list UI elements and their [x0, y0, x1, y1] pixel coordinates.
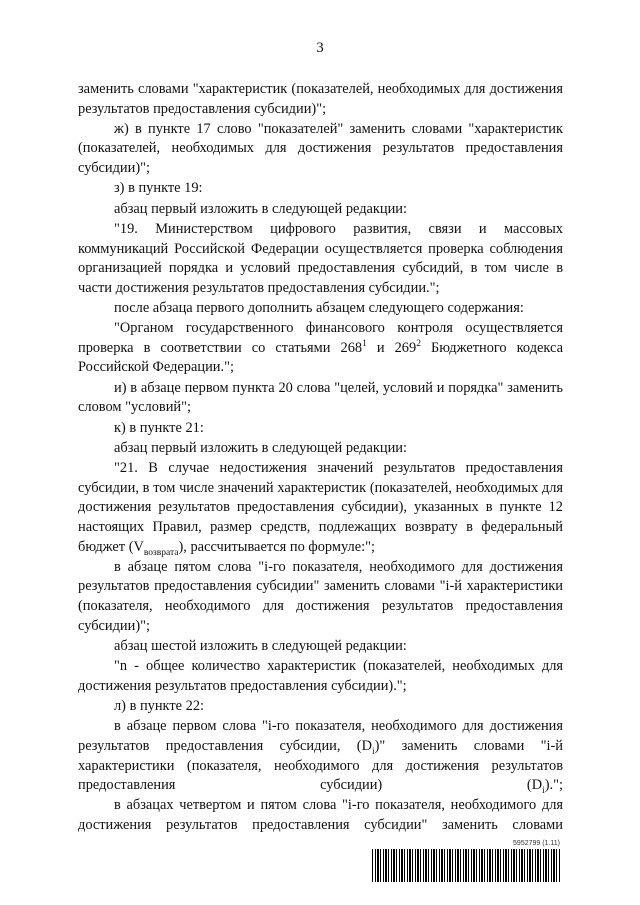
- text-run: Бюджетного кодекса Российской Федерации.";: [78, 339, 563, 376]
- paragraph: [78, 220, 563, 298]
- text-run: "n - общее количество характеристик (показателей, необходимых для достижения результатов предоставления субсидии).";: [78, 658, 563, 694]
- subscript: возврата: [143, 547, 179, 558]
- barcode-block: [372, 840, 560, 884]
- text-run: л) в пункте 22:: [114, 698, 205, 715]
- text-run: абзац первый изложить в следующей редакции:: [114, 439, 408, 456]
- paragraph: [78, 459, 563, 557]
- text-run: абзац первый изложить в следующей редакции:: [114, 200, 408, 217]
- barcode-caption: 5952799 (1.11): [513, 840, 560, 847]
- paragraph: [78, 637, 563, 657]
- paragraph: [78, 558, 563, 636]
- paragraph: [78, 319, 563, 378]
- paragraph: [78, 120, 563, 179]
- document-body: [78, 80, 563, 836]
- superscript: 1: [362, 339, 367, 350]
- text-run: ).";: [544, 777, 563, 794]
- text-run: "Органом государственного финансового контроля осуществляется проверка в соответствии со статьями 268: [78, 320, 563, 356]
- text-run: абзац шестой изложить в следующей редакции:: [114, 637, 407, 654]
- paragraph: [78, 796, 563, 835]
- paragraph: [78, 200, 563, 220]
- paragraph: [78, 717, 563, 795]
- text-run: ), рассчитывается по формуле:";: [178, 538, 376, 555]
- text-run: "19. Министерством цифрового развития, связи и массовых коммуникаций Российской Федерации осуществляется проверка соблюдения организацией порядка и условий предоставления субсидий, в том числе в части достижения результатов предоставления субсидии.";: [78, 220, 563, 296]
- barcode-image: [372, 849, 560, 882]
- paragraph: [78, 179, 563, 199]
- text-run: "21. В случае недостижения значений результатов предоставления субсидии, в том числе значений характеристик (показателей, необходимых для достижения результатов предоставления субсидии), указанных в пункте 12 настоящих Правил, размер средств, подлежащих возврату в федеральный бюджет (V: [78, 460, 563, 555]
- text-run: в абзаце первом слова "i-го показателя, необходимого для достижения результатов предоставления субсидии, (D: [78, 718, 563, 754]
- superscript: 2: [416, 339, 421, 350]
- paragraph: [78, 379, 563, 418]
- text-run: в абзацах четвертом и пятом слова "i-го показателя, необходимого для достижения результатов предоставления субсидии" заменить словами: [78, 797, 563, 833]
- paragraph: [78, 697, 563, 717]
- text-run: после абзаца первого дополнить абзацем следующего содержания:: [114, 299, 524, 316]
- paragraph: [78, 657, 563, 696]
- text-run: з) в пункте 19:: [114, 180, 203, 197]
- paragraph: [78, 299, 563, 319]
- text-run: и 269: [366, 339, 417, 356]
- paragraph: [78, 439, 563, 459]
- subscript: i: [542, 785, 545, 796]
- text-run: ж) в пункте 17 слово "показателей" заменить словами "характеристик (показателей, необходимых для достижения результатов предоставления субсидии)";: [78, 120, 563, 177]
- text-run: и) в абзаце первом пункта 20 слова "целей, условий и порядка" заменить словом "условий";: [78, 379, 563, 416]
- text-run: к) в пункте 21:: [114, 419, 204, 436]
- subscript: i: [371, 746, 375, 757]
- paragraph: [78, 419, 563, 439]
- text-run: в абзаце пятом слова "i-го показателя, необходимого для достижения результатов предоставления субсидии" заменить словами "i-й характеристики (показателя, необходимого для достижения результатов предоставления субсидии)";: [78, 558, 563, 634]
- paragraph: [78, 80, 563, 119]
- text-run: )" заменить словами "i-й характеристики (показателя, необходимого для достижения результатов предоставления субсидии) (D: [78, 737, 563, 794]
- page-number: 3: [316, 40, 324, 56]
- text-run: заменить словами "характеристик (показателей, необходимых для достижения результатов предоставления субсидии)";: [78, 81, 563, 117]
